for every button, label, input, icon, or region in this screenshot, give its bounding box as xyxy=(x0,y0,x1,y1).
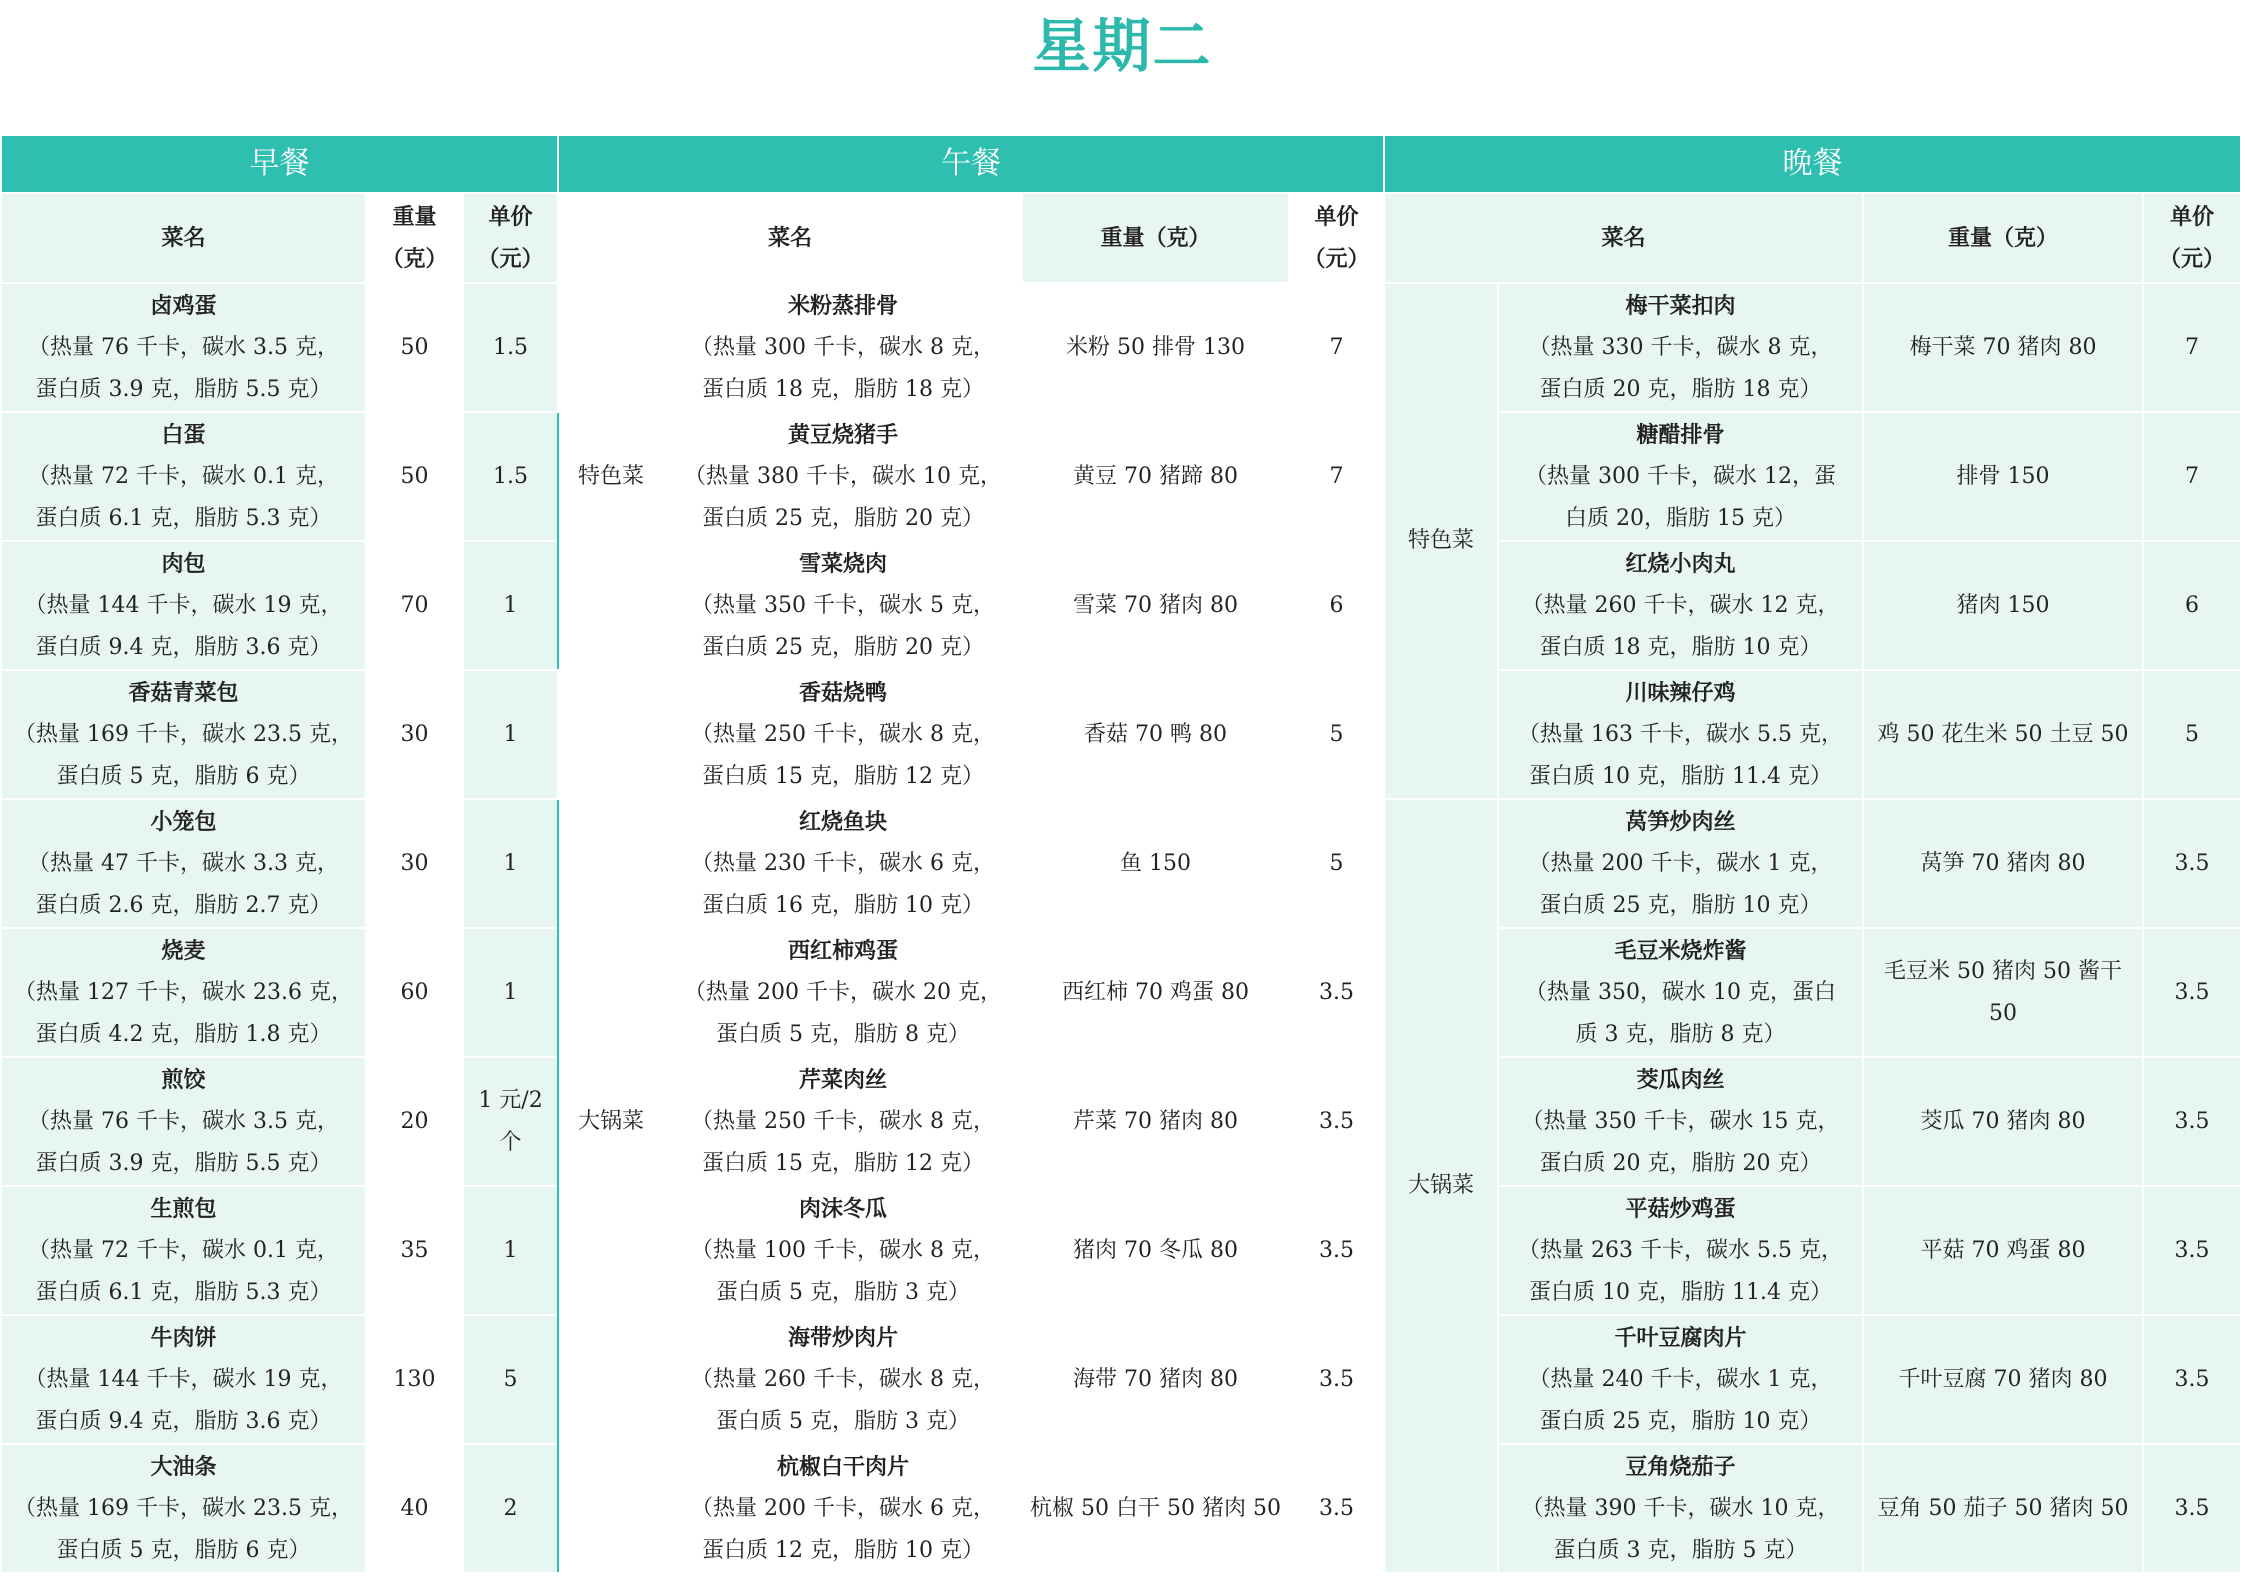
dish-cell xyxy=(1498,1186,1863,1315)
price-cell: 1.5 xyxy=(463,412,558,541)
dish-cell xyxy=(1,1315,366,1444)
dish-detail-line1: （热量 72 千卡，碳水 0.1 克， xyxy=(28,463,339,489)
dish-detail-line1: （热量 250 千卡，碳水 8 克， xyxy=(691,721,996,747)
price-cell: 5 xyxy=(1289,799,1384,928)
dish-detail-line1: （热量 200 千卡，碳水 20 克， xyxy=(684,979,1003,1005)
price-cell: 6 xyxy=(2143,541,2241,670)
price-cell: 3.5 xyxy=(1289,1315,1384,1444)
dish-detail-line1: （热量 350 千卡，碳水 5 克， xyxy=(691,592,996,618)
weight-cell: 鸡 50 花生米 50 土豆 50 xyxy=(1863,670,2143,799)
table-row xyxy=(1,1315,2241,1444)
dish-cell xyxy=(1498,1315,1863,1444)
dish-detail-line1: （热量 260 千卡，碳水 12 克， xyxy=(1521,592,1840,618)
dish-cell xyxy=(1,541,366,670)
dish-cell xyxy=(664,412,1022,541)
price-cell: 7 xyxy=(1289,412,1384,541)
dish-cell xyxy=(1498,1444,1863,1573)
table-row xyxy=(1,412,2241,541)
weight-cell: 米粉 50 排骨 130 xyxy=(1022,283,1289,412)
category-cell: 大锅菜 xyxy=(1384,799,1498,1573)
dish-detail-line1: （热量 144 千卡，碳水 19 克， xyxy=(24,1366,343,1392)
price-cell: 1 xyxy=(463,1186,558,1315)
dish-cell xyxy=(1,1444,366,1573)
table-row xyxy=(1,1186,2241,1315)
weight-cell: 杭椒 50 白干 50 猪肉 50 xyxy=(1022,1444,1289,1573)
dish-detail-line2: 蛋白质 3 克，脂肪 5 克） xyxy=(1553,1537,1808,1563)
dish-cell xyxy=(1,283,366,412)
price-cell: 1 xyxy=(463,928,558,1057)
price-cell: 3.5 xyxy=(1289,1057,1384,1186)
dish-name: 茭瓜肉丝 xyxy=(1636,1066,1725,1093)
weight-cell: 海带 70 猪肉 80 xyxy=(1022,1315,1289,1444)
weight-cell: 30 xyxy=(366,670,463,799)
dish-name: 糖醋排骨 xyxy=(1636,421,1725,448)
weight-cell: 梅干菜 70 猪肉 80 xyxy=(1863,283,2143,412)
dish-detail-line2: 蛋白质 6.1 克，脂肪 5.3 克） xyxy=(35,505,332,531)
dish-cell xyxy=(1498,1057,1863,1186)
table-row xyxy=(1,541,2241,670)
dish-detail-line2: 蛋白质 5 克，脂肪 8 克） xyxy=(716,1021,971,1047)
dish-cell xyxy=(1498,799,1863,928)
weight-cell: 鱼 150 xyxy=(1022,799,1289,928)
dish-name: 大油条 xyxy=(150,1453,217,1480)
price-cell: 7 xyxy=(2143,412,2241,541)
dish-detail-line2: 蛋白质 18 克，脂肪 10 克） xyxy=(1539,634,1822,660)
dinner-name-header: 菜名 xyxy=(1384,193,1863,283)
weight-cell: 香菇 70 鸭 80 xyxy=(1022,670,1289,799)
price-cell: 5 xyxy=(2143,670,2241,799)
dish-detail-line1: （热量 169 千卡，碳水 23.5 克， xyxy=(14,1495,353,1521)
weight-cell: 30 xyxy=(366,799,463,928)
weight-cell: 排骨 150 xyxy=(1863,412,2143,541)
table-row xyxy=(1,928,2241,1057)
table-row xyxy=(1,1444,2241,1573)
price-cell: 1 xyxy=(463,670,558,799)
weight-cell: 芹菜 70 猪肉 80 xyxy=(1022,1057,1289,1186)
dish-name: 煎饺 xyxy=(161,1066,206,1093)
dinner-price-header: 单价 （元） xyxy=(2143,193,2241,283)
weight-cell: 20 xyxy=(366,1057,463,1186)
price-cell: 1.5 xyxy=(463,283,558,412)
dish-detail-line1: （热量 350，碳水 10 克，蛋白 xyxy=(1525,979,1837,1005)
dish-detail-line1: （热量 76 千卡，碳水 3.5 克， xyxy=(28,334,339,360)
weight-cell: 130 xyxy=(366,1315,463,1444)
dish-cell xyxy=(664,1186,1022,1315)
dish-name: 生煎包 xyxy=(150,1195,217,1222)
price-cell: 1 xyxy=(463,799,558,928)
dish-name: 米粉蒸排骨 xyxy=(788,292,899,319)
dish-detail-line2: 蛋白质 5 克，脂肪 3 克） xyxy=(716,1408,971,1434)
dish-name: 杭椒白干肉片 xyxy=(777,1453,910,1480)
weight-cell: 西红柿 70 鸡蛋 80 xyxy=(1022,928,1289,1057)
dish-cell xyxy=(1498,541,1863,670)
dish-detail-line2: 蛋白质 5 克，脂肪 6 克） xyxy=(56,763,311,789)
dish-detail-line2: 蛋白质 20 克，脂肪 20 克） xyxy=(1539,1150,1822,1176)
category-cell: 特色菜 xyxy=(1384,283,1498,799)
lunch-price-header: 单价 （元） xyxy=(1289,193,1384,283)
dish-detail-line1: （热量 240 千卡，碳水 1 克， xyxy=(1528,1366,1833,1392)
dish-detail-line1: （热量 300 千卡，碳水 8 克， xyxy=(691,334,996,360)
dish-name: 香菇青菜包 xyxy=(128,679,239,706)
weight-cell: 雪菜 70 猪肉 80 xyxy=(1022,541,1289,670)
table-row xyxy=(1,799,2241,928)
dish-detail-line2: 蛋白质 15 克，脂肪 12 克） xyxy=(702,763,985,789)
lunch-header: 午餐 xyxy=(558,135,1384,193)
dish-detail-line1: （热量 260 千卡，碳水 8 克， xyxy=(691,1366,996,1392)
dish-name: 豆角烧茄子 xyxy=(1625,1453,1736,1480)
price-cell: 3.5 xyxy=(1289,1444,1384,1573)
dish-detail-line2: 蛋白质 20 克，脂肪 18 克） xyxy=(1539,376,1822,402)
dish-detail-line1: （热量 72 千卡，碳水 0.1 克， xyxy=(28,1237,339,1263)
dinner-weight-header: 重量（克） xyxy=(1863,193,2143,283)
dish-name: 香菇烧鸭 xyxy=(799,679,888,706)
dinner-header: 晚餐 xyxy=(1384,135,2241,193)
dish-detail-line2: 蛋白质 15 克，脂肪 12 克） xyxy=(702,1150,985,1176)
dish-detail-line2: 蛋白质 10 克，脂肪 11.4 克） xyxy=(1529,763,1832,789)
dish-detail-line1: （热量 76 千卡，碳水 3.5 克， xyxy=(28,1108,339,1134)
price-cell: 3.5 xyxy=(2143,1444,2241,1573)
dish-cell xyxy=(1,928,366,1057)
dish-detail-line2: 蛋白质 5 克，脂肪 3 克） xyxy=(716,1279,971,1305)
dish-detail-line2: 蛋白质 9.4 克，脂肪 3.6 克） xyxy=(35,1408,332,1434)
dish-detail-line1: （热量 100 千卡，碳水 8 克， xyxy=(691,1237,996,1263)
price-cell: 7 xyxy=(1289,283,1384,412)
dish-detail-line1: （热量 390 千卡，碳水 10 克， xyxy=(1521,1495,1840,1521)
menu-table xyxy=(0,134,2242,1574)
weight-cell: 黄豆 70 猪蹄 80 xyxy=(1022,412,1289,541)
dish-detail-line1: （热量 300 千卡，碳水 12，蛋 xyxy=(1525,463,1837,489)
lunch-name-header: 菜名 xyxy=(558,193,1022,283)
dish-detail-line2: 蛋白质 9.4 克，脂肪 3.6 克） xyxy=(35,634,332,660)
dish-cell xyxy=(664,928,1022,1057)
dish-cell xyxy=(1,1057,366,1186)
weight-cell: 千叶豆腐 70 猪肉 80 xyxy=(1863,1315,2143,1444)
dish-cell xyxy=(664,1315,1022,1444)
dish-name: 肉沫冬瓜 xyxy=(799,1195,888,1222)
dish-name: 梅干菜扣肉 xyxy=(1625,292,1736,319)
dish-detail-line2: 蛋白质 25 克，脂肪 10 克） xyxy=(1539,892,1822,918)
category-cell: 大锅菜 xyxy=(558,670,664,1573)
dish-name: 芹菜肉丝 xyxy=(799,1066,888,1093)
page-title: 星期二 xyxy=(1032,12,1213,80)
weight-cell: 猪肉 150 xyxy=(1863,541,2143,670)
dish-name: 莴笋炒肉丝 xyxy=(1625,808,1736,835)
dish-cell xyxy=(664,541,1022,670)
dish-detail-line2: 蛋白质 3.9 克，脂肪 5.5 克） xyxy=(35,376,332,402)
dish-detail-line1: （热量 163 千卡，碳水 5.5 克， xyxy=(1518,721,1843,747)
dish-detail-line1: （热量 47 千卡，碳水 3.3 克， xyxy=(28,850,339,876)
weight-cell: 毛豆米 50 猪肉 50 酱干 50 xyxy=(1863,928,2143,1057)
dish-detail-line2: 蛋白质 5 克，脂肪 6 克） xyxy=(56,1537,311,1563)
dish-cell xyxy=(1498,928,1863,1057)
weight-cell: 50 xyxy=(366,412,463,541)
dish-cell xyxy=(1498,670,1863,799)
dish-detail-line2: 蛋白质 25 克，脂肪 20 克） xyxy=(702,505,985,531)
breakfast-name-header: 菜名 xyxy=(1,193,366,283)
price-cell: 2 xyxy=(463,1444,558,1573)
table-row xyxy=(1,1057,2241,1186)
dish-cell xyxy=(1,670,366,799)
dish-detail-line2: 蛋白质 18 克，脂肪 18 克） xyxy=(702,376,985,402)
dish-detail-line2: 蛋白质 6.1 克，脂肪 5.3 克） xyxy=(35,1279,332,1305)
category-cell: 特色菜 xyxy=(558,283,664,670)
dish-name: 牛肉饼 xyxy=(150,1324,217,1351)
lunch-weight-header: 重量（克） xyxy=(1022,193,1289,283)
dish-cell xyxy=(1,1186,366,1315)
dish-detail-line1: （热量 144 千卡，碳水 19 克， xyxy=(24,592,343,618)
dish-cell xyxy=(1498,412,1863,541)
dish-name: 黄豆烧猪手 xyxy=(788,421,899,448)
price-cell: 3.5 xyxy=(2143,928,2241,1057)
breakfast-header: 早餐 xyxy=(1,135,558,193)
dish-detail-line1: （热量 263 千卡，碳水 5.5 克， xyxy=(1518,1237,1843,1263)
weight-cell: 35 xyxy=(366,1186,463,1315)
dish-name: 毛豆米烧炸酱 xyxy=(1614,937,1747,964)
dish-detail-line2: 蛋白质 2.6 克，脂肪 2.7 克） xyxy=(35,892,332,918)
weight-cell: 茭瓜 70 猪肉 80 xyxy=(1863,1057,2143,1186)
weight-cell: 平菇 70 鸡蛋 80 xyxy=(1863,1186,2143,1315)
dish-cell xyxy=(1,799,366,928)
dish-cell xyxy=(664,670,1022,799)
meal-header-row xyxy=(1,135,2241,193)
dish-cell xyxy=(664,283,1022,412)
dish-cell xyxy=(1498,283,1863,412)
price-cell: 3.5 xyxy=(2143,1186,2241,1315)
dish-name: 千叶豆腐肉片 xyxy=(1614,1324,1747,1351)
weight-cell: 50 xyxy=(366,283,463,412)
price-cell: 3.5 xyxy=(2143,1057,2241,1186)
weight-cell: 莴笋 70 猪肉 80 xyxy=(1863,799,2143,928)
dish-cell xyxy=(664,1444,1022,1573)
dish-name: 白蛋 xyxy=(161,421,206,448)
dish-detail-line1: （热量 127 千卡，碳水 23.6 克， xyxy=(14,979,353,1005)
dish-cell xyxy=(1,412,366,541)
dish-detail-line1: （热量 350 千卡，碳水 15 克， xyxy=(1521,1108,1840,1134)
dish-name: 烧麦 xyxy=(161,937,206,964)
dish-detail-line2: 蛋白质 25 克，脂肪 10 克） xyxy=(1539,1408,1822,1434)
dish-name: 雪菜烧肉 xyxy=(799,550,888,577)
dish-cell xyxy=(664,799,1022,928)
dish-detail-line2: 蛋白质 16 克，脂肪 10 克） xyxy=(702,892,985,918)
dish-detail-line2: 白质 20，脂肪 15 克） xyxy=(1565,505,1797,531)
price-cell: 3.5 xyxy=(1289,928,1384,1057)
price-cell: 5 xyxy=(463,1315,558,1444)
price-cell: 3.5 xyxy=(1289,1186,1384,1315)
dish-detail-line1: （热量 200 千卡，碳水 6 克， xyxy=(691,1495,996,1521)
table-row xyxy=(1,283,2241,412)
weight-cell: 40 xyxy=(366,1444,463,1573)
dish-detail-line1: （热量 200 千卡，碳水 1 克， xyxy=(1528,850,1833,876)
dish-detail-line1: （热量 230 千卡，碳水 6 克， xyxy=(691,850,996,876)
dish-name: 海带炒肉片 xyxy=(788,1324,899,1351)
dish-name: 小笼包 xyxy=(150,808,217,835)
dish-name: 肉包 xyxy=(161,550,206,577)
dish-detail-line1: （热量 169 千卡，碳水 23.5 克， xyxy=(14,721,353,747)
dish-name: 西红柿鸡蛋 xyxy=(788,937,899,964)
dish-name: 川味辣仔鸡 xyxy=(1625,679,1736,706)
dish-detail-line1: （热量 250 千卡，碳水 8 克， xyxy=(691,1108,996,1134)
breakfast-weight-header: 重量 （克） xyxy=(366,193,463,283)
dish-cell xyxy=(664,1057,1022,1186)
dish-detail-line2: 蛋白质 3.9 克，脂肪 5.5 克） xyxy=(35,1150,332,1176)
dish-detail-line2: 质 3 克，脂肪 8 克） xyxy=(1575,1021,1786,1047)
weight-cell: 60 xyxy=(366,928,463,1057)
breakfast-price-header: 单价 （元） xyxy=(463,193,558,283)
price-cell: 3.5 xyxy=(2143,799,2241,928)
dish-detail-line1: （热量 380 千卡，碳水 10 克， xyxy=(684,463,1003,489)
dish-detail-line2: 蛋白质 4.2 克，脂肪 1.8 克） xyxy=(35,1021,332,1047)
weight-cell: 豆角 50 茄子 50 猪肉 50 xyxy=(1863,1444,2143,1573)
dish-detail-line2: 蛋白质 12 克，脂肪 10 克） xyxy=(702,1537,985,1563)
weight-cell: 猪肉 70 冬瓜 80 xyxy=(1022,1186,1289,1315)
dish-detail-line1: （热量 330 千卡，碳水 8 克， xyxy=(1528,334,1833,360)
price-cell: 1 xyxy=(463,541,558,670)
dish-name: 红烧鱼块 xyxy=(799,808,888,835)
dish-detail-line2: 蛋白质 10 克，脂肪 11.4 克） xyxy=(1529,1279,1832,1305)
dish-detail-line2: 蛋白质 25 克，脂肪 20 克） xyxy=(702,634,985,660)
price-cell: 6 xyxy=(1289,541,1384,670)
column-header-row xyxy=(1,193,2241,283)
table-row xyxy=(1,670,2241,799)
dish-name: 红烧小肉丸 xyxy=(1625,550,1736,577)
weight-cell: 70 xyxy=(366,541,463,670)
price-cell: 3.5 xyxy=(2143,1315,2241,1444)
price-cell: 5 xyxy=(1289,670,1384,799)
dish-name: 平菇炒鸡蛋 xyxy=(1625,1195,1736,1222)
price-cell: 1 元/2 个 xyxy=(463,1057,558,1186)
price-cell: 7 xyxy=(2143,283,2241,412)
dish-name: 卤鸡蛋 xyxy=(150,292,217,319)
